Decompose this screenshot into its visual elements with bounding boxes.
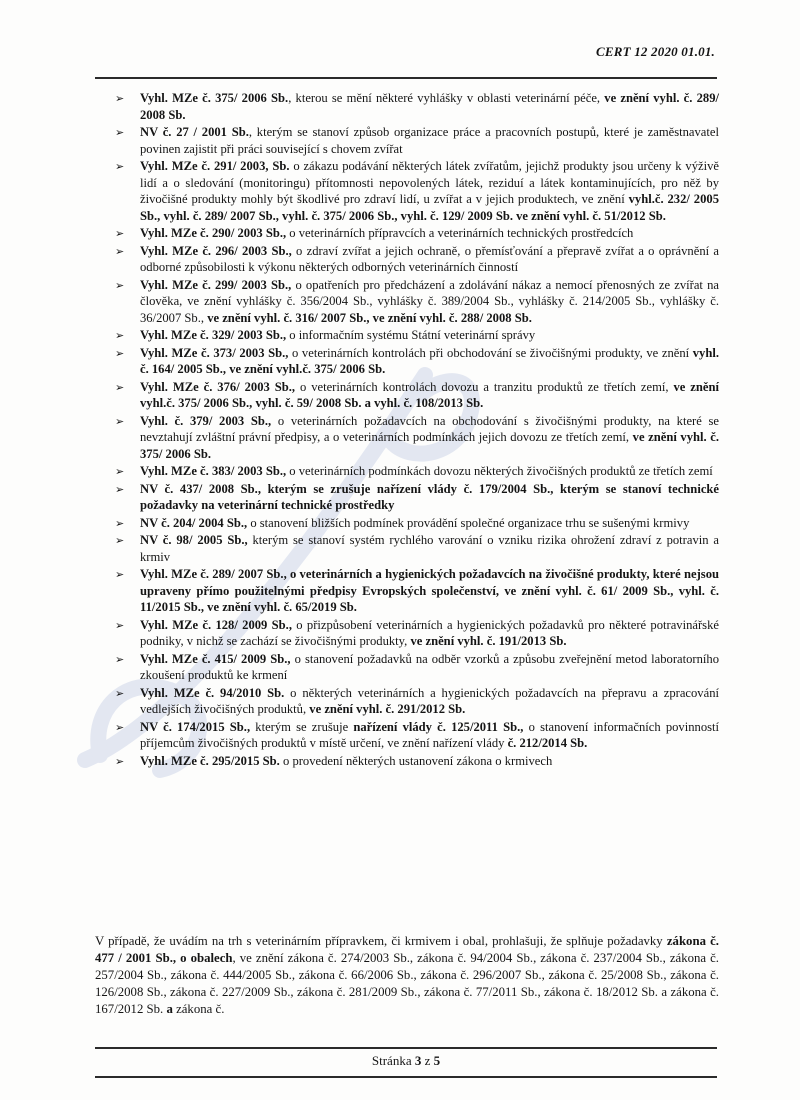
text-run: kterým se stanoví systém rychlého varování o vzniku rizika ohrožení zdraví z potravin a krmiv <box>140 533 719 564</box>
list-item <box>95 463 719 480</box>
text-run: z <box>421 1053 434 1068</box>
list-item-text <box>140 244 719 275</box>
arrow-bullet-icon: ➢ <box>115 720 125 734</box>
list-item <box>95 124 719 157</box>
list-item-text <box>140 652 719 683</box>
bold-text-run: NV č. 27 / 2001 Sb. <box>140 125 249 139</box>
arrow-bullet-icon: ➢ <box>115 465 125 478</box>
text-run: o opatřeních pro předcházení a zdolávání nákaz a nemocí přenosných ze zvířat na člověka, ve znění vyhlášky č. 356/2004 Sb., vyhlášky č. 389/2004 Sb., vyhlášky č. 214/2005 Sb., vyhlášky č. 36/2007 Sb., <box>140 277 719 325</box>
arrow-bullet-icon: ➢ <box>115 534 125 547</box>
arrow-bullet-icon: ➢ <box>115 414 125 428</box>
arrow-bullet-icon: ➢ <box>115 618 125 632</box>
list-item-text <box>140 567 719 614</box>
bold-text-run: Vyhl. MZe č. 289/ 2007 Sb., o veterinárních a hygienických požadavcích na živočišné produkty, které nejsou upraveny přímo použitelnými předpisy Evropských společenství, ve znění vyhl. č. 61/ 2009 Sb., vyhl. č. 11/2015 Sb., ve znění vyhl. č. 65/2019 Sb. <box>140 567 719 614</box>
list-item-text <box>140 720 719 751</box>
list-item <box>95 225 719 242</box>
arrow-bullet-icon: ➢ <box>115 686 125 700</box>
bold-text-run: NV č. 437/ 2008 Sb., kterým se zrušuje nařízení vlády č. 179/2004 Sb., kterým se stanoví technické požadavky na veterinární technické prostředky <box>140 481 719 512</box>
arrow-bullet-icon: ➢ <box>115 516 125 530</box>
bold-text-run: NV č. 204/ 2004 Sb., <box>140 515 248 530</box>
bold-text-run: Vyhl. MZe č. 295/2015 Sb. <box>140 753 280 768</box>
text-run: o zdraví zvířat a jejich ochraně, o přemísťování a přepravě zvířat a o oprávnění a odborné způsobilosti k výkonu některých odborných veterinárních činností <box>140 243 719 274</box>
list-item-text <box>140 414 719 461</box>
bold-text-run: ve znění vyhl. č. 316/ 2007 Sb., ve znění vyhl. č. 288/ 2008 Sb. <box>207 310 532 325</box>
list-item <box>95 413 719 463</box>
text-run: , kterým se stanoví způsob organizace práce a pracovních postupů, které je zaměstnavatel povinen zajistit při práci související s chovem zvířat <box>140 125 719 156</box>
list-item <box>95 515 719 532</box>
text-run: o veterinárních kontrolách při obchodování se živočišnými produkty, ve znění <box>288 345 693 360</box>
arrow-bullet-icon: ➢ <box>115 126 125 139</box>
bold-text-run: Vyhl. MZe č. 299/ 2003 Sb., <box>140 277 292 292</box>
list-item-text <box>140 328 535 342</box>
bold-text-run: Vyhl. MZe č. 373/ 2003 Sb., <box>140 345 289 360</box>
bold-text-run: Vyhl. MZe č. 383/ 2003 Sb., <box>140 464 287 478</box>
header-divider <box>95 77 717 79</box>
text-run: o veterinárních požadavcích na obchodování s živočišnými produkty, na které se nevztahují zvláštní právní předpisy, a o veterinárních podmínkách jejich dovozu ze třetích zemí, <box>140 413 719 444</box>
arrow-bullet-icon: ➢ <box>115 754 125 768</box>
list-item <box>95 243 719 276</box>
text-run: Stránka <box>371 1053 415 1068</box>
list-item-text <box>140 516 689 530</box>
bold-text-run: Vyhl. MZe č. 376/ 2003 Sb., <box>140 379 296 394</box>
text-run: o veterinárních kontrolách dovozu a tranzitu produktů ze třetích zemí, <box>295 379 674 394</box>
text-run: , ve znění zákona č. 274/2003 Sb., zákona č. 94/2004 Sb., zákona č. 237/2004 Sb., zákona č. 257/2004 Sb., zákona č. 444/2005 Sb., zákona č. 66/2006 Sb., zákona č. 296/2007 Sb., zákona č. 25/2008 Sb., zákona č. 126/2008 Sb., zákona č. 227/2009 Sb., zákona č. 281/2009 Sb., zákona č. 77/2011 Sb., zákona č. 18/2012 Sb. a zákona č. 167/2012 Sb. <box>95 951 719 1016</box>
bold-text-run: Vyhl. MZe č. 415/ 2009 Sb., <box>140 651 291 666</box>
list-item <box>95 327 719 344</box>
list-item-text <box>140 226 633 240</box>
list-item <box>95 753 719 770</box>
bold-text-run: Vyhl. MZe č. 291/ 2003, Sb. <box>140 159 290 173</box>
bold-text-run: Vyhl. MZe č. 375/ 2006 Sb. <box>140 91 289 105</box>
bold-text-run: NV č. 174/2015 Sb., <box>140 719 251 734</box>
list-item-text <box>140 464 713 478</box>
bold-text-run: vyhl. č. 164/ 2005 Sb., ve znění vyhl.č. 375/ 2006 Sb. <box>140 345 719 376</box>
list-item <box>95 685 719 718</box>
bold-text-run: 5 <box>433 1053 441 1068</box>
text-run: kterým se zrušuje <box>250 719 354 734</box>
list-item <box>95 617 719 650</box>
text-run: o některých veterinárních a hygienických požadavcích na přepravu a zpracování vedlejších živočišných produktů, <box>140 685 719 716</box>
bold-text-run: Vyhl. MZe č. 94/2010 Sb. <box>140 685 285 700</box>
list-item <box>95 719 719 752</box>
list-item <box>95 277 719 327</box>
footer-divider-bottom <box>95 1076 717 1078</box>
list-item-text <box>140 482 719 513</box>
bold-text-run: ve znění vyhl.č. 375/ 2006 Sb., vyhl. č. 59/ 2008 Sb. a vyhl. č. 108/2013 Sb. <box>140 379 719 410</box>
bold-text-run: vyhl.č. 232/ 2005 Sb., vyhl. č. 289/ 2007 Sb., vyhl. č. 375/ 2006 Sb., vyhl. č. 129/ 2009 Sb. ve znění vyhl. č. 51/2012 Sb. <box>140 192 719 223</box>
list-item-text <box>140 618 719 649</box>
bold-text-run: nařízení vlády č. 125/2011 Sb., <box>353 719 524 734</box>
bold-text-run: a <box>166 1002 173 1016</box>
text-run: zákona č. <box>172 1002 225 1016</box>
list-item-text <box>140 278 719 325</box>
arrow-bullet-icon: ➢ <box>115 652 125 666</box>
list-item-text <box>140 686 719 717</box>
text-run: o veterinárních přípravcích a veterinárních technických prostředcích <box>286 226 634 240</box>
arrow-bullet-icon: ➢ <box>115 568 125 581</box>
arrow-bullet-icon: ➢ <box>115 92 125 105</box>
bold-text-run: Vyhl. MZe č. 290/ 2003 Sb., <box>140 226 287 240</box>
bold-text-run: č. 212/2014 Sb. <box>507 736 588 750</box>
arrow-bullet-icon: ➢ <box>115 380 125 394</box>
list-item <box>95 158 719 224</box>
text-run: , kterou se mění některé vyhlášky v oblasti veterinární péče, <box>288 91 605 105</box>
bold-text-run: ve znění vyhl. č. 291/2012 Sb. <box>309 702 466 716</box>
text-run: o přizpůsobení veterinárních a hygienických požadavků pro některé potravinářské podniky, v nichž se zachází se živočišnými produkty, <box>140 617 719 648</box>
bold-text-run: NV č. 98/ 2005 Sb., <box>140 533 248 547</box>
bold-text-run: zákona č. 477 / 2001 Sb., o obalech <box>95 934 719 965</box>
list-item <box>95 481 719 514</box>
regulation-list <box>95 90 719 770</box>
bold-text-run: Vyhl. MZe č. 128/ 2009 Sb., <box>140 617 292 632</box>
page-number <box>95 1053 717 1069</box>
bold-text-run: ve znění vyhl. č. 375/ 2006 Sb. <box>140 430 719 461</box>
text-run: o informačním systému Státní veterinární správy <box>286 328 536 342</box>
bold-text-run: Vyhl. MZe č. 296/ 2003 Sb., <box>140 243 292 258</box>
list-item-text <box>140 91 719 122</box>
arrow-bullet-icon: ➢ <box>115 278 125 292</box>
closing-paragraph <box>95 933 719 1018</box>
arrow-bullet-icon: ➢ <box>115 346 125 360</box>
bold-text-run: 3 <box>414 1053 422 1068</box>
list-item <box>95 566 719 616</box>
arrow-bullet-icon: ➢ <box>115 482 125 496</box>
text-run: o veterinárních podmínkách dovozu některých živočišných produktů ze třetích zemí <box>286 464 713 478</box>
arrow-bullet-icon: ➢ <box>115 329 125 342</box>
arrow-bullet-icon: ➢ <box>115 244 125 258</box>
list-item-text <box>140 159 719 223</box>
list-item <box>95 345 719 378</box>
arrow-bullet-icon: ➢ <box>115 160 125 173</box>
text-run: V případě, že uvádím na trh s veterinárním přípravkem, či krmivem i obal, prohlašuji, že splňuje požadavky <box>95 934 667 948</box>
list-item-text <box>140 125 719 156</box>
list-item <box>95 379 719 412</box>
bold-text-run: Vyhl. č. 379/ 2003 Sb., <box>140 413 272 428</box>
text-run: o stanovení požadavků na odběr vzorků a způsobu zveřejnění metod laboratorního zkoušení produktů ke krmení <box>140 651 719 682</box>
bold-text-run: ve znění vyhl. č. 289/ 2008 Sb. <box>140 91 719 122</box>
list-item-text <box>140 380 719 411</box>
footer-divider-top <box>95 1047 717 1049</box>
text-run: o stanovení bližších podmínek provádění společné organizace trhu se sušenými krmivy <box>247 515 690 530</box>
list-item-text <box>140 533 719 564</box>
bold-text-run: ve znění vyhl. č. 191/2013 Sb. <box>410 634 567 648</box>
text-run: o zákazu podávání některých látek zvířatům, jejichž produkty jsou určeny k výživě lidí a o sledování (monitoringu) přítomnosti nepovolených látek, reziduí a látek kontaminujících, pro něž by živočišné produkty mohly být škodlivé pro zdraví lidí, u zvířat a v jejich produktech, ve znění <box>140 159 719 206</box>
list-item <box>95 651 719 684</box>
bold-text-run: Vyhl. MZe č. 329/ 2003 Sb., <box>140 328 287 342</box>
list-item-text <box>140 346 719 377</box>
header-reference: CERT 12 2020 01.01. <box>595 44 715 59</box>
text-run: o stanovení informačních povinností příjemcům živočišných produktů v místě určení, ve znění nařízení vlády <box>140 719 720 750</box>
list-item <box>95 90 719 123</box>
text-run: o provedení některých ustanovení zákona o krmivech <box>279 753 553 768</box>
arrow-bullet-icon: ➢ <box>115 227 125 240</box>
list-item <box>95 532 719 565</box>
list-item-text <box>140 754 552 768</box>
